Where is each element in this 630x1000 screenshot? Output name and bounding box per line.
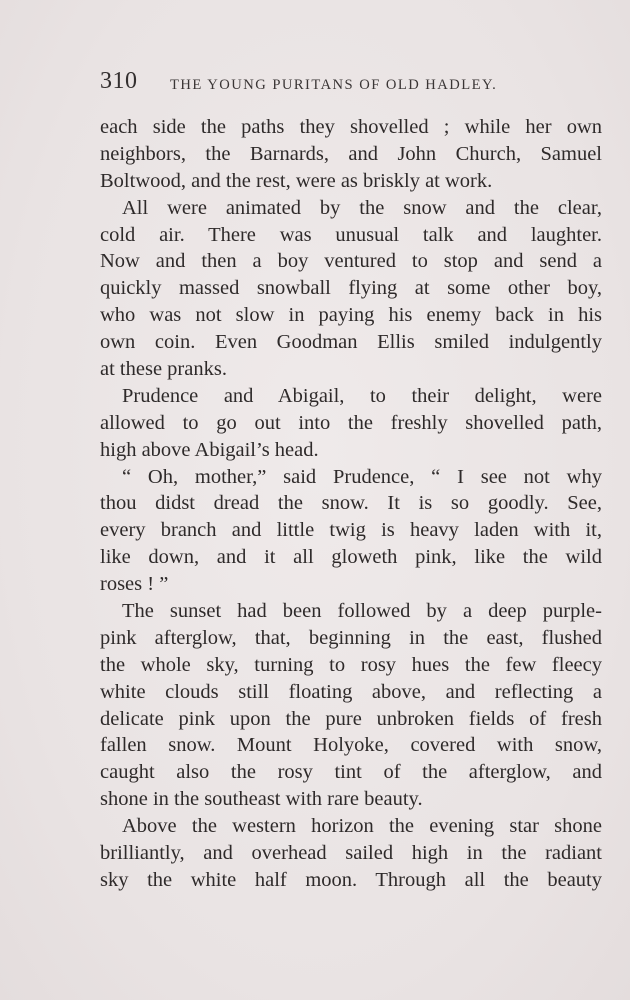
text-line: pink afterglow, that, beginning in the east, flushed xyxy=(100,626,602,649)
text-line: Above the western horizon the evening star shone xyxy=(122,815,602,838)
running-title: THE YOUNG PURITANS OF OLD HADLEY. xyxy=(170,77,498,93)
text-line: roses ! ” xyxy=(100,573,169,596)
text-line: caught also the rosy tint of the afterglow, and xyxy=(100,761,602,784)
text-line: shone in the southeast with rare beauty. xyxy=(100,788,423,811)
page-header xyxy=(100,68,540,102)
text-line: own coin. Even Goodman Ellis smiled indulgently xyxy=(100,331,602,354)
text-line: quickly massed snowball flying at some other boy, xyxy=(100,277,602,300)
text-line: allowed to go out into the freshly shovelled path, xyxy=(100,411,602,434)
text-line: delicate pink upon the pure unbroken fields of fresh xyxy=(100,707,602,730)
text-line: neighbors, the Barnards, and John Church, Samuel xyxy=(100,142,602,165)
text-line: Prudence and Abigail, to their delight, were xyxy=(122,384,602,407)
text-line: “ Oh, mother,” said Prudence, “ I see not why xyxy=(122,465,602,488)
text-line: thou didst dread the snow. It is so goodly. See, xyxy=(100,492,602,515)
text-line: fallen snow. Mount Holyoke, covered with snow, xyxy=(100,734,602,757)
text-line: high above Abigail’s head. xyxy=(100,438,319,461)
body-text xyxy=(100,114,602,894)
text-line: Now and then a boy ventured to stop and send a xyxy=(100,250,602,273)
text-line: who was not slow in paying his enemy back in his xyxy=(100,304,602,327)
text-line: sky the white half moon. Through all the beauty xyxy=(100,868,602,891)
text-line: at these pranks. xyxy=(100,358,227,381)
text-line: All were animated by the snow and the clear, xyxy=(122,196,602,219)
text-line: cold air. There was unusual talk and laughter. xyxy=(100,223,602,246)
text-line: every branch and little twig is heavy laden with it, xyxy=(100,519,602,542)
text-line: like down, and it all gloweth pink, like the wild xyxy=(100,546,602,569)
text-line: Boltwood, and the rest, were as briskly at work. xyxy=(100,169,493,192)
text-line: The sunset had been followed by a deep purple- xyxy=(122,600,602,623)
text-line: white clouds still floating above, and reflecting a xyxy=(100,680,602,703)
text-line: the whole sky, turning to rosy hues the few fleecy xyxy=(100,653,602,676)
text-line: each side the paths they shovelled ; while her own xyxy=(100,116,602,138)
page-number: 310 xyxy=(100,68,138,94)
text-line: brilliantly, and overhead sailed high in the radiant xyxy=(100,842,602,865)
